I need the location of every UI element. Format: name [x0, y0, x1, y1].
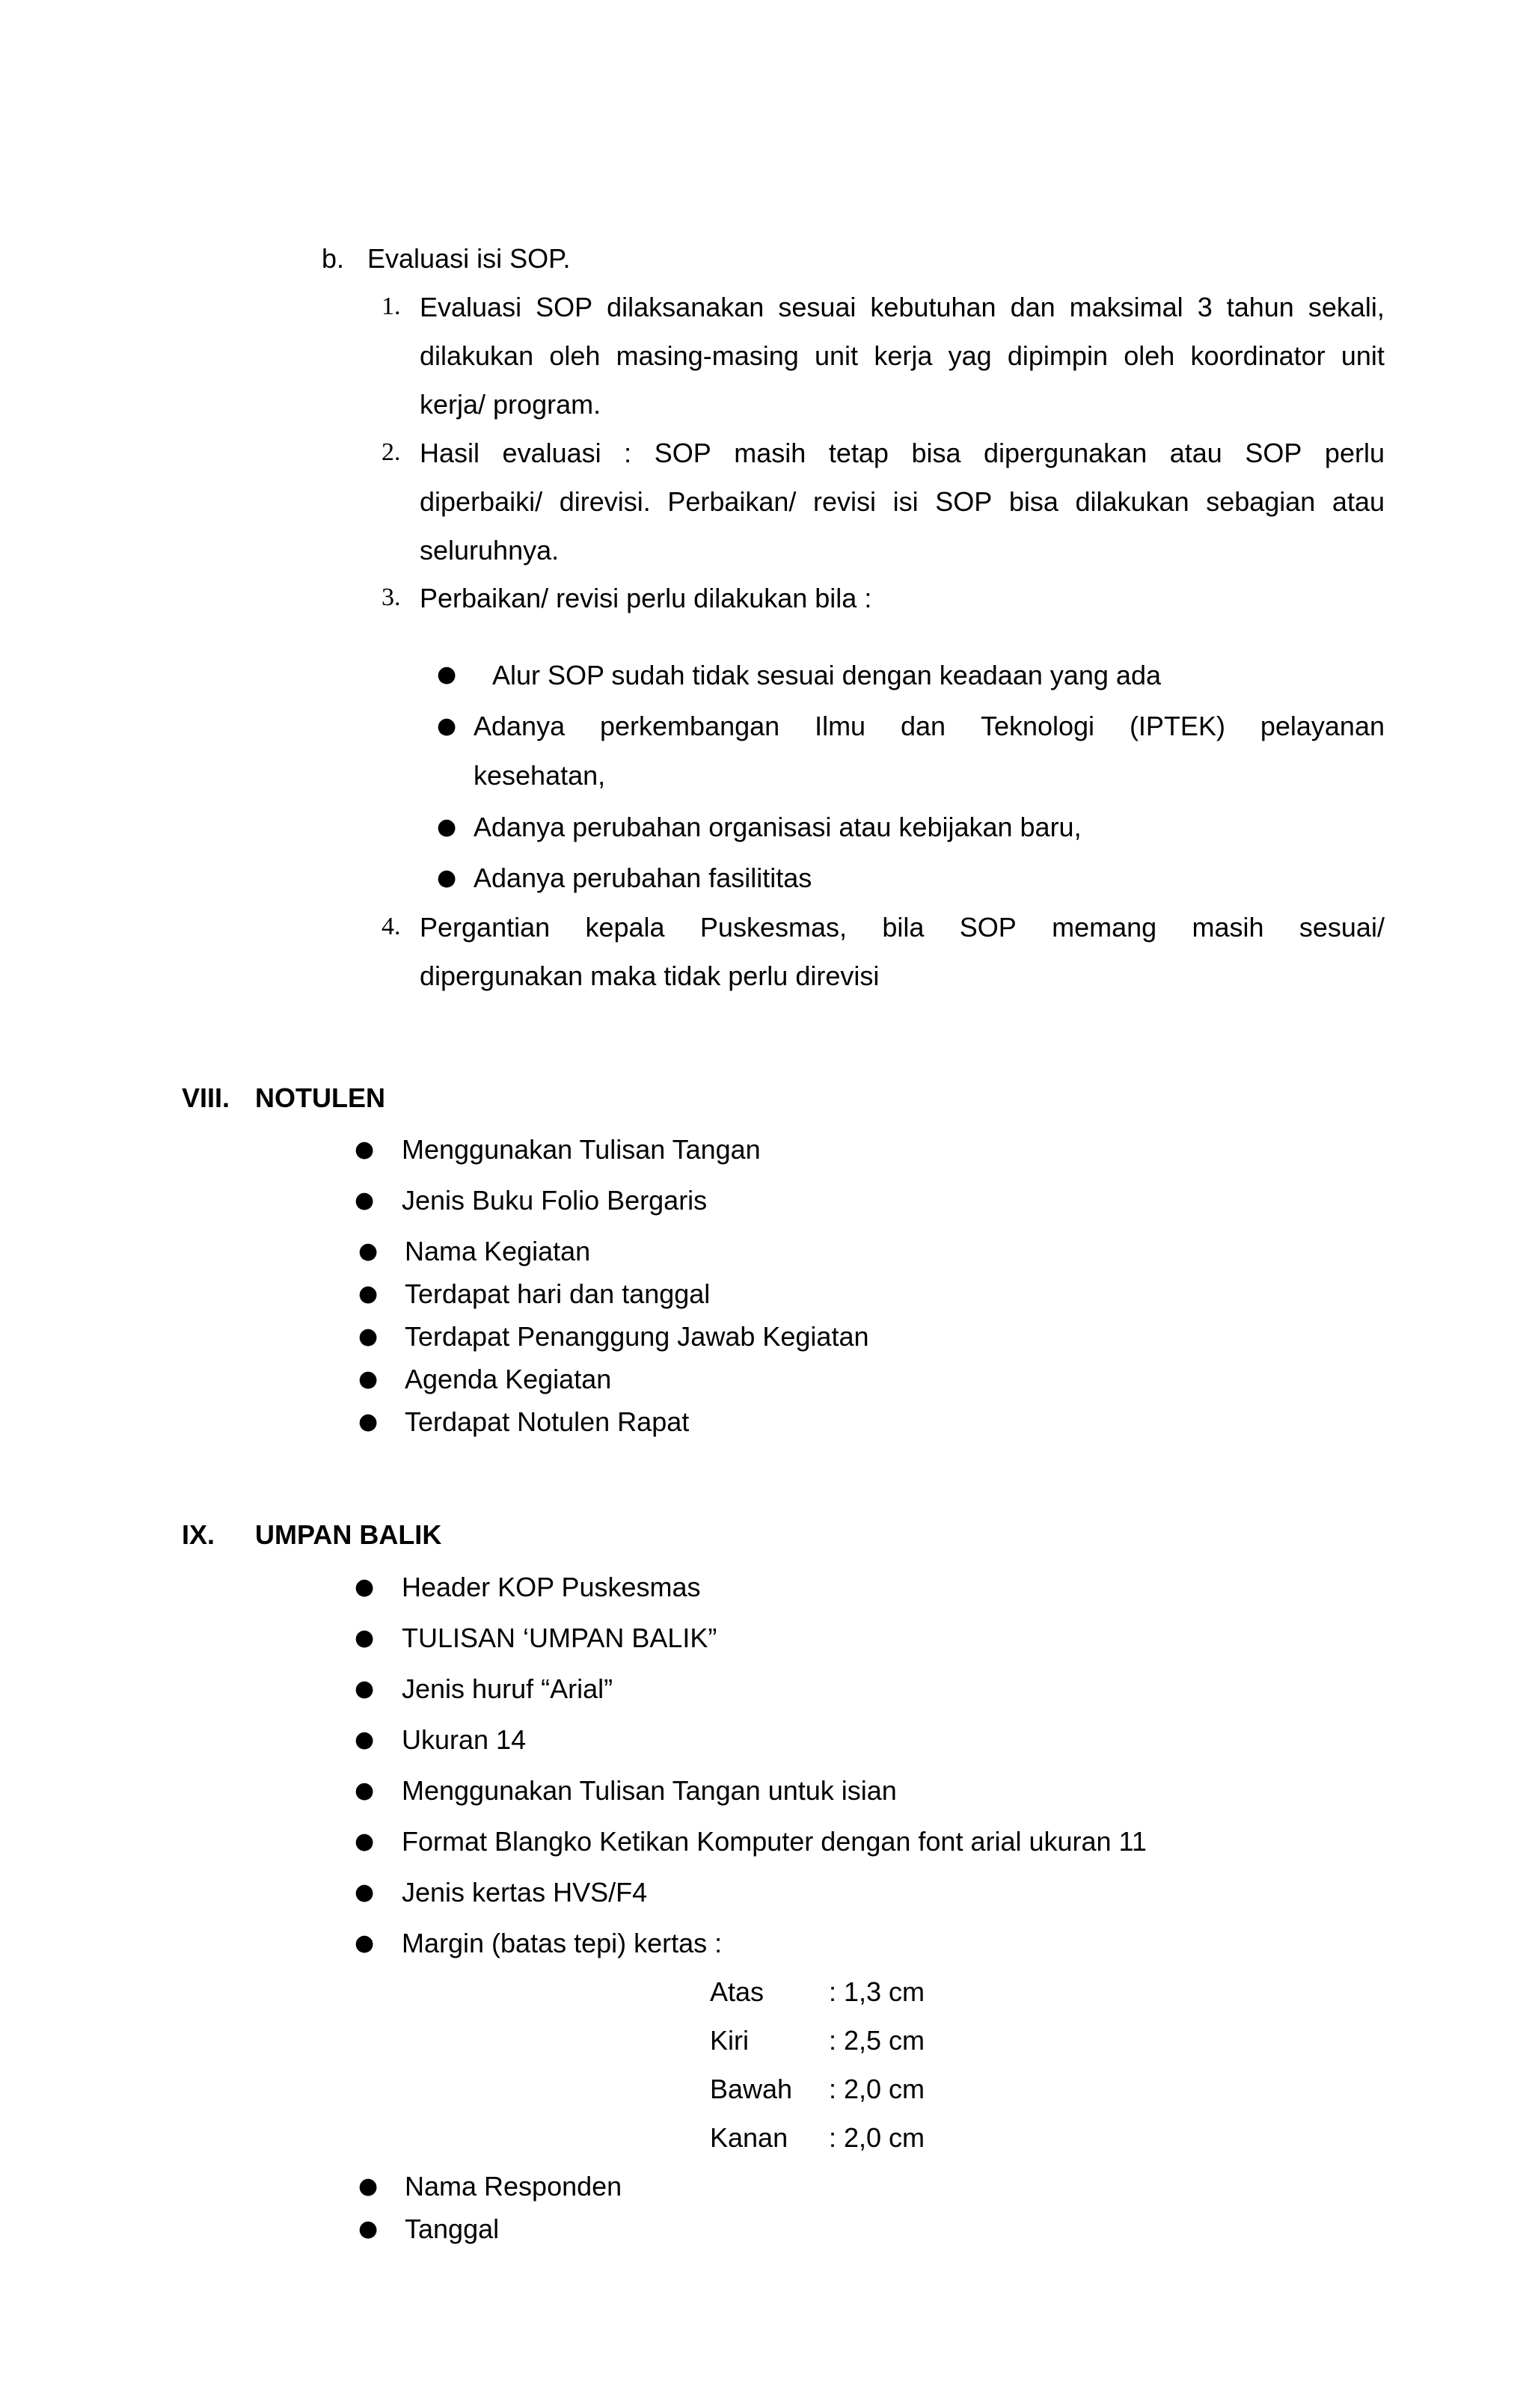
list-item: Nama Responden	[405, 2171, 622, 2202]
bullet-icon: ●	[437, 814, 457, 840]
evaluasi-item-line	[420, 340, 1385, 371]
bullet-icon: ●	[358, 2216, 379, 2242]
word: Ilmu	[815, 711, 866, 741]
bullet-icon: ●	[358, 1323, 379, 1349]
word: Pergantian	[420, 912, 551, 943]
word: diperbaiki/	[420, 486, 543, 517]
word: bisa	[911, 438, 961, 468]
list-item: Nama Kegiatan	[405, 1236, 591, 1266]
word: kerja	[874, 340, 933, 371]
evaluasi-item-line	[420, 294, 1385, 321]
word: SOP	[536, 292, 593, 322]
bullet-icon: ●	[355, 1930, 375, 1956]
word: sekali,	[1308, 292, 1385, 322]
word: maksimal	[1069, 292, 1183, 322]
word: memang	[1052, 912, 1157, 943]
word: Evaluasi	[420, 292, 522, 322]
bullet-icon: ●	[355, 1828, 375, 1854]
word: Adanya	[474, 711, 566, 741]
list-item: TULISAN ‘UMPAN BALIK”	[402, 1623, 717, 1653]
evaluasi-item-line: kerja/ program.	[420, 389, 601, 420]
word: sesuai/	[1299, 912, 1385, 943]
word: dipergunakan	[984, 438, 1148, 468]
word: isi	[892, 486, 919, 517]
bullet-icon: ●	[355, 1574, 375, 1600]
bullet-icon: ●	[355, 1879, 375, 1905]
margin-value: : 2,0 cm	[829, 2074, 925, 2104]
bullet-icon: ●	[355, 1727, 375, 1753]
word: Teknologi	[980, 711, 1095, 741]
margin-label: Bawah	[710, 2074, 793, 2104]
word: SOP	[654, 438, 711, 468]
evaluasi-title: Evaluasi isi SOP.	[367, 243, 571, 274]
word: oleh	[1124, 340, 1175, 371]
word: tetap	[828, 438, 889, 468]
list-item: Margin (batas tepi) kertas :	[402, 1928, 723, 1958]
word: SOP	[935, 486, 993, 517]
word: masing-masing	[616, 340, 799, 371]
section-number: VIII.	[182, 1082, 230, 1113]
bullet-icon: ●	[355, 1625, 375, 1651]
word: :	[624, 438, 632, 468]
word: koordinator	[1190, 340, 1326, 371]
evaluasi-item-number: 2.	[382, 438, 401, 466]
word: revisi	[813, 486, 877, 517]
list-item: Terdapat Notulen Rapat	[405, 1406, 690, 1437]
evaluasi-item-line: seluruhnya.	[420, 535, 560, 566]
margin-label: Kanan	[710, 2122, 788, 2153]
word: atau	[1169, 438, 1222, 468]
word: Puskesmas,	[699, 912, 847, 943]
sub-bullet-text: kesehatan,	[474, 760, 606, 791]
list-item: Ukuran 14	[402, 1724, 527, 1755]
evaluasi-item-line	[420, 440, 1385, 467]
word: dilakukan	[420, 340, 534, 371]
evaluasi-marker: b.	[322, 243, 345, 274]
list-item: Menggunakan Tulisan Tangan untuk isian	[402, 1775, 897, 1806]
bullet-icon: ●	[355, 1777, 375, 1804]
evaluasi-item-number: 4.	[382, 913, 401, 940]
bullet-icon: ●	[358, 2173, 379, 2199]
bullet-icon: ●	[355, 1187, 375, 1213]
word: unit	[815, 340, 859, 371]
list-item: Terdapat Penanggung Jawab Kegiatan	[405, 1321, 869, 1352]
word: Perbaikan/	[667, 486, 797, 517]
word: tahun	[1226, 292, 1294, 322]
list-item: Agenda Kegiatan	[405, 1364, 612, 1394]
list-item: Format Blangko Ketikan Komputer dengan font arial ukuran 11	[402, 1826, 1147, 1857]
word: evaluasi	[502, 438, 601, 468]
word: sebagian	[1206, 486, 1316, 517]
word: pelayanan	[1260, 711, 1385, 741]
evaluasi-item-number: 1.	[382, 292, 401, 320]
word: perlu	[1324, 438, 1385, 468]
bullet-icon: ●	[358, 1366, 379, 1392]
bullet-icon: ●	[437, 661, 457, 687]
word: dilakukan	[1075, 486, 1189, 517]
margin-label: Atas	[710, 1976, 765, 2007]
word: unit	[1340, 340, 1385, 371]
word: SOP	[1245, 438, 1302, 468]
evaluasi-item-line: dipergunakan maka tidak perlu direvisi	[420, 961, 880, 991]
bullet-icon: ●	[437, 865, 457, 891]
bullet-icon: ●	[355, 1676, 375, 1702]
word: (IPTEK)	[1129, 711, 1225, 741]
list-item: Tanggal	[405, 2214, 500, 2244]
evaluasi-item-line	[420, 488, 1385, 515]
bullet-icon: ●	[355, 1136, 375, 1162]
word: kepala	[585, 912, 665, 943]
sub-bullet-text: Adanya perubahan organisasi atau kebijakan baru,	[474, 812, 1082, 842]
word: direvisi.	[559, 486, 651, 517]
word: Hasil	[420, 438, 480, 468]
margin-value: : 2,0 cm	[829, 2122, 925, 2153]
bullet-icon: ●	[358, 1238, 379, 1264]
list-item: Menggunakan Tulisan Tangan	[402, 1134, 761, 1165]
list-item: Jenis kertas HVS/F4	[402, 1877, 648, 1908]
word: dan	[1010, 292, 1055, 322]
word: sesuai	[778, 292, 857, 322]
sub-bullet-text: Adanya perubahan fasilititas	[474, 863, 812, 893]
word: SOP	[959, 912, 1017, 943]
evaluasi-item-line	[420, 914, 1385, 941]
margin-value: : 1,3 cm	[829, 1976, 925, 2007]
section-title: NOTULEN	[255, 1082, 385, 1113]
word: masih	[734, 438, 806, 468]
word: perkembangan	[600, 711, 780, 741]
word: oleh	[549, 340, 601, 371]
list-item: Header KOP Puskesmas	[402, 1572, 701, 1602]
word: yag	[948, 340, 992, 371]
word: bisa	[1008, 486, 1058, 517]
list-item: Jenis huruf “Arial”	[402, 1673, 613, 1704]
word: dilaksanakan	[607, 292, 765, 322]
word: 3	[1197, 292, 1213, 322]
bullet-icon: ●	[358, 1409, 379, 1435]
word: kebutuhan	[870, 292, 996, 322]
sub-bullet-text: Alur SOP sudah tidak sesuai dengan keadaan yang ada	[492, 660, 1161, 690]
section-number: IX.	[182, 1519, 215, 1550]
word: bila	[882, 912, 925, 943]
word: masih	[1192, 912, 1264, 943]
evaluasi-item-line: Perbaikan/ revisi perlu dilakukan bila :	[420, 583, 872, 613]
word: atau	[1332, 486, 1385, 517]
list-item: Terdapat hari dan tanggal	[405, 1278, 711, 1309]
margin-label: Kiri	[710, 2025, 749, 2056]
word: dan	[900, 711, 946, 741]
list-item: Jenis Buku Folio Bergaris	[402, 1185, 708, 1216]
sub-bullet-line	[474, 713, 1385, 740]
margin-value: : 2,5 cm	[829, 2025, 925, 2056]
evaluasi-item-number: 3.	[382, 583, 401, 611]
bullet-icon: ●	[358, 1281, 379, 1307]
word: dipimpin	[1007, 340, 1108, 371]
bullet-icon: ●	[437, 713, 457, 739]
section-title: UMPAN BALIK	[255, 1519, 442, 1550]
